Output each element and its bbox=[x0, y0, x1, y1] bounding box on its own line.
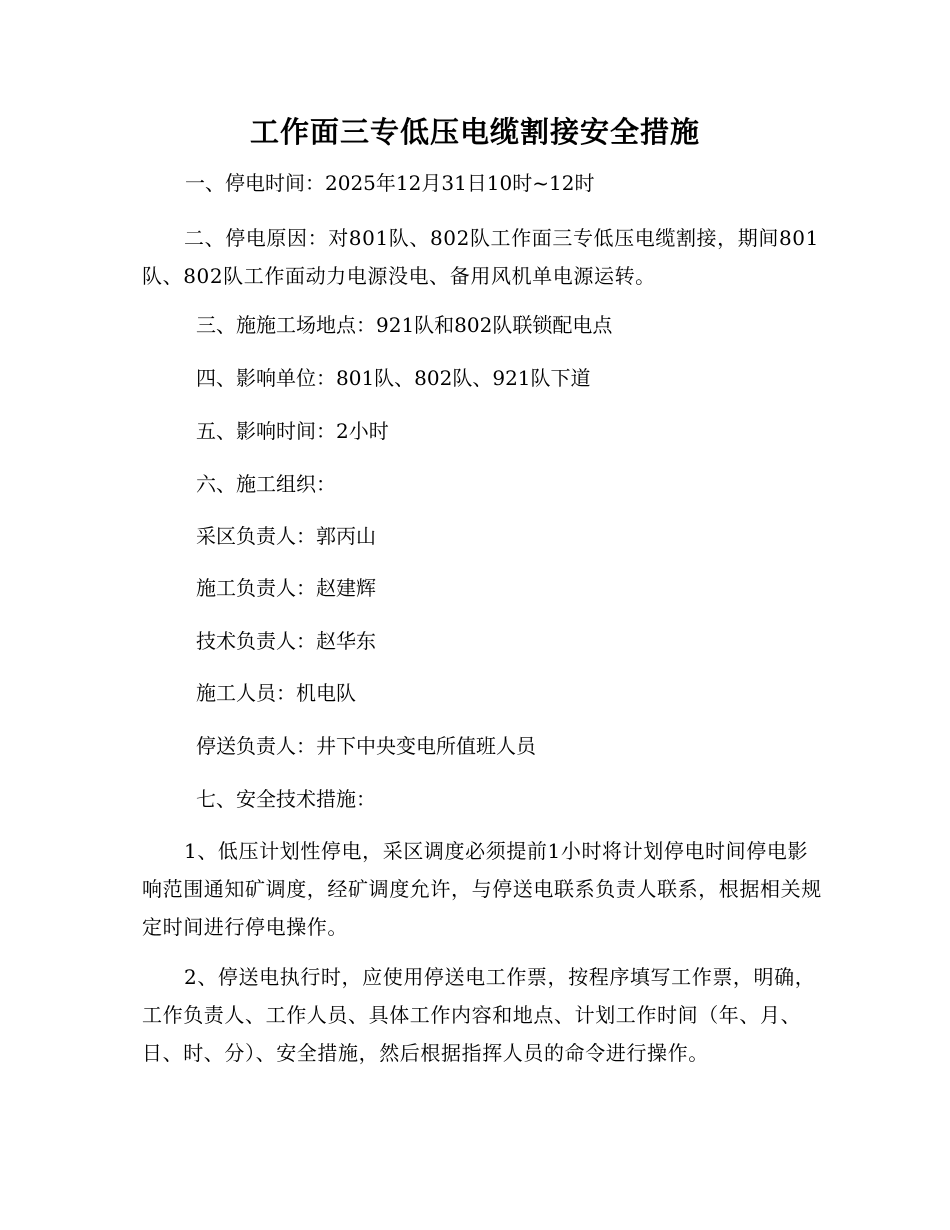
construction-lead: 施工负责人：赵建辉 bbox=[196, 576, 376, 600]
district-lead: 采区负责人：郭丙山 bbox=[196, 524, 376, 548]
affected-units: 四、影响单位：801队、802队、921队下道 bbox=[196, 366, 591, 390]
organization-heading: 六、施工组织： bbox=[196, 472, 336, 496]
safety-measures-heading: 七、安全技术措施： bbox=[196, 787, 376, 811]
safety-measure-2: 2、停送电执行时，应使用停送电工作票，按程序填写工作票，明确，工作负责人、工作人员、具体工作内容和地点、计划工作时间（年、月、日、时、分）、安全措施，然后根据指挥人员的命令进行操作。 bbox=[142, 965, 816, 1065]
outage-time: 一、停电时间：2025年12月31日10时~12时 bbox=[185, 171, 595, 195]
outage-reason: 二、停电原因：对801队、802队工作面三专低压电缆割接，期间801队、802队工作面动力电源没电、备用风机单电源运转。 bbox=[142, 226, 819, 288]
construction-site: 三、施施工场地点：921队和802队联锁配电点 bbox=[196, 313, 613, 337]
construction-staff: 施工人员：机电队 bbox=[196, 681, 356, 705]
affected-duration: 五、影响时间：2小时 bbox=[196, 419, 389, 443]
technical-lead: 技术负责人：赵华东 bbox=[196, 629, 376, 653]
power-lead: 停送负责人：井下中央变电所值班人员 bbox=[196, 734, 536, 758]
document-title: 工作面三专低压电缆割接安全措施 bbox=[249, 115, 700, 149]
safety-measure-1: 1、低压计划性停电，采区调度必须提前1小时将计划停电时间停电影响范围通知矿调度，经矿调度允许，与停送电联系负责人联系，根据相关规定时间进行停电操作。 bbox=[142, 839, 822, 939]
